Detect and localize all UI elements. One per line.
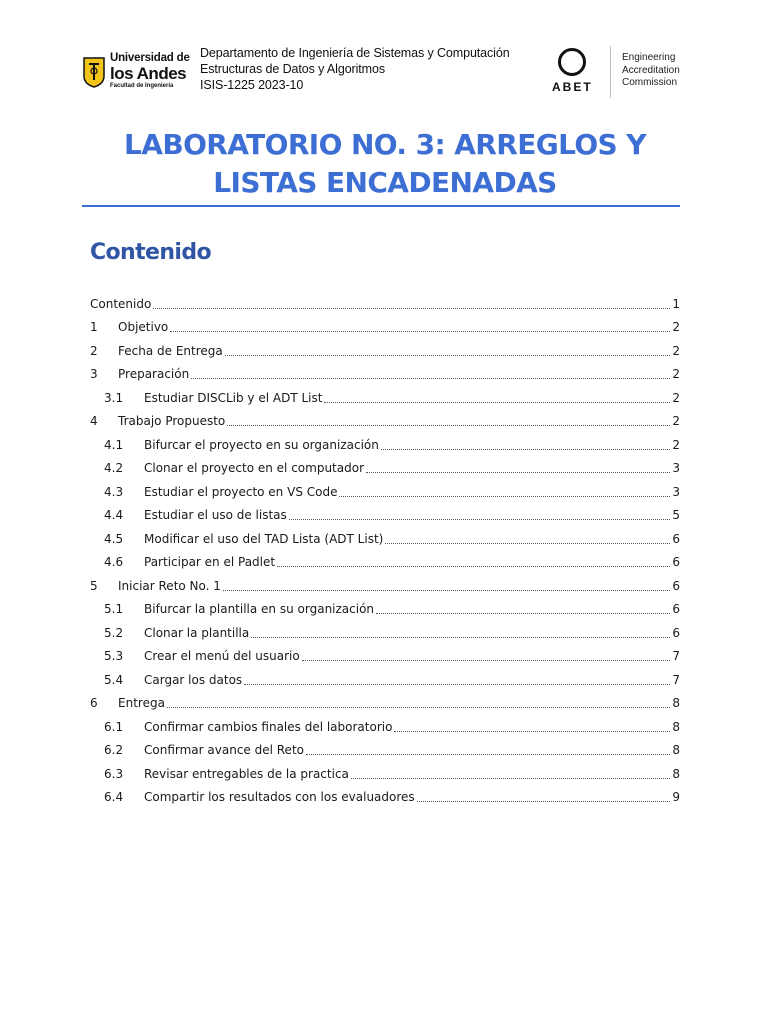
toc-entry-page: 2 (672, 320, 680, 335)
toc-entry[interactable] (90, 457, 680, 481)
toc-entry-page: 8 (672, 766, 680, 781)
toc-entry-title: Crear el menú del usuario (144, 649, 300, 664)
toc-dot-leader (244, 683, 670, 685)
toc-entry-page: 2 (672, 437, 680, 452)
toc-entry[interactable] (90, 739, 680, 763)
page-header (82, 44, 694, 100)
toc-entry-page: 6 (672, 578, 680, 593)
toc-entry-title: Clonar el proyecto en el computador (144, 461, 365, 476)
toc-entry-title: Confirmar avance del Reto (144, 743, 304, 758)
toc-dot-leader (223, 589, 670, 591)
university-name-line1: Universidad de (110, 52, 190, 64)
toc-entry-number: 6.3 (104, 766, 124, 781)
toc-dot-leader (339, 495, 670, 497)
toc-dot-leader (191, 377, 670, 379)
toc-entry-number: 3.1 (104, 390, 124, 405)
toc-entry[interactable] (90, 621, 680, 645)
toc-entry-title: Modificar el uso del TAD Lista (ADT List) (144, 531, 384, 546)
toc-entry[interactable] (90, 480, 680, 504)
toc-entry-page: 5 (672, 508, 680, 523)
toc-entry-page: 6 (672, 531, 680, 546)
toc-entry[interactable] (90, 692, 680, 716)
abet-circle-icon (558, 48, 586, 76)
toc-entry-number: 5.4 (104, 672, 124, 687)
toc-entry-page: 6 (672, 555, 680, 570)
toc-entry-title: Contenido (90, 296, 152, 311)
abet-logo (552, 48, 600, 98)
toc-entry[interactable] (90, 433, 680, 457)
toc-dot-leader (251, 636, 670, 638)
toc-dot-leader (170, 330, 670, 332)
toc-entry-page: 2 (672, 343, 680, 358)
toc-entry-title: Cargar los datos (144, 672, 243, 687)
toc-entry[interactable] (90, 504, 680, 528)
toc-dot-leader (385, 542, 670, 544)
toc-entry-title: Clonar la plantilla (144, 625, 250, 640)
toc-dot-leader (394, 730, 670, 732)
contents-heading: Contenido (90, 240, 212, 265)
toc-entry[interactable] (90, 363, 680, 387)
toc-dot-leader (277, 565, 670, 567)
toc-entry-title: Preparación (118, 367, 190, 382)
toc-entry-title: Bifurcar la plantilla en su organización (144, 602, 375, 617)
toc-dot-leader (376, 612, 670, 614)
faculty-name: Facultad de Ingeniería (110, 83, 174, 89)
toc-entry[interactable] (90, 292, 680, 316)
toc-entry-title: Estudiar el uso de listas (144, 508, 287, 523)
toc-entry-number: 1 (90, 320, 98, 335)
toc-entry-page: 3 (672, 461, 680, 476)
toc-entry-page: 2 (672, 390, 680, 405)
toc-dot-leader (351, 777, 670, 779)
eac-line2: Accreditation (622, 64, 680, 76)
toc-entry-page: 6 (672, 602, 680, 617)
toc-entry-title: Estudiar el proyecto en VS Code (144, 484, 338, 499)
toc-entry[interactable] (90, 551, 680, 575)
toc-entry[interactable] (90, 762, 680, 786)
toc-entry[interactable] (90, 339, 680, 363)
toc-entry[interactable] (90, 574, 680, 598)
department-name: Departamento de Ingeniería de Sistemas y Computación (200, 46, 510, 60)
toc-entry-number: 4 (90, 414, 98, 429)
title-line2: LISTAS ENCADENADAS (213, 166, 557, 199)
toc-dot-leader (227, 424, 670, 426)
toc-entry-number: 5 (90, 578, 98, 593)
toc-entry-page: 3 (672, 484, 680, 499)
toc-entry-number: 2 (90, 343, 98, 358)
course-code: ISIS-1225 2023-10 (200, 78, 304, 92)
university-logo (82, 52, 188, 92)
toc-entry-number: 4.6 (104, 555, 124, 570)
toc-entry[interactable] (90, 527, 680, 551)
toc-entry-number: 3 (90, 367, 98, 382)
toc-entry-page: 2 (672, 414, 680, 429)
document-title (82, 126, 688, 202)
toc-entry-title: Participar en el Padlet (144, 555, 276, 570)
toc-entry[interactable] (90, 715, 680, 739)
toc-entry-page: 1 (672, 296, 680, 311)
toc-entry-number: 5.3 (104, 649, 124, 664)
toc-entry-title: Fecha de Entrega (118, 343, 223, 358)
toc-entry-number: 5.2 (104, 625, 124, 640)
toc-dot-leader (366, 471, 670, 473)
toc-entry-page: 7 (672, 649, 680, 664)
university-crest-icon (82, 56, 106, 88)
toc-entry[interactable] (90, 645, 680, 669)
toc-entry-title: Trabajo Propuesto (118, 414, 226, 429)
toc-entry-page: 9 (672, 790, 680, 805)
toc-dot-leader (324, 401, 670, 403)
toc-entry-number: 4.2 (104, 461, 124, 476)
toc-entry-title: Bifurcar el proyecto en su organización (144, 437, 379, 452)
toc-entry-number: 6.4 (104, 790, 124, 805)
toc-entry-page: 7 (672, 672, 680, 687)
course-name: Estructuras de Datos y Algoritmos (200, 62, 385, 76)
toc-entry-page: 8 (672, 719, 680, 734)
toc-entry[interactable] (90, 598, 680, 622)
toc-entry-page: 8 (672, 743, 680, 758)
toc-entry-title: Iniciar Reto No. 1 (118, 578, 221, 593)
toc-entry[interactable] (90, 386, 680, 410)
toc-dot-leader (381, 448, 671, 450)
toc-entry-page: 6 (672, 625, 680, 640)
toc-entry-title: Objetivo (118, 320, 169, 335)
toc-entry[interactable] (90, 668, 680, 692)
toc-entry-page: 2 (672, 367, 680, 382)
toc-dot-leader (289, 518, 671, 520)
abet-label: ABET (552, 80, 593, 94)
toc-dot-leader (153, 307, 670, 309)
table-of-contents (90, 292, 680, 809)
toc-entry-number: 4.3 (104, 484, 124, 499)
toc-entry-number: 6 (90, 696, 98, 711)
toc-entry[interactable] (90, 316, 680, 340)
eac-line3: Commission (622, 77, 678, 88)
eac-label (622, 52, 680, 90)
eac-line1: Engineering (622, 52, 676, 63)
toc-dot-leader (417, 800, 671, 802)
title-divider (82, 205, 680, 207)
toc-entry[interactable] (90, 786, 680, 810)
toc-entry-title: Compartir los resultados con los evaluadores (144, 790, 415, 805)
toc-entry-number: 4.5 (104, 531, 124, 546)
toc-entry-title: Revisar entregables de la practica (144, 766, 349, 781)
course-info (200, 45, 510, 93)
toc-entry-title: Confirmar cambios finales del laboratorio (144, 719, 393, 734)
toc-entry-number: 4.1 (104, 437, 124, 452)
toc-dot-leader (225, 354, 671, 356)
toc-entry-number: 6.2 (104, 743, 124, 758)
toc-entry-title: Estudiar DISCLib y el ADT List (144, 390, 323, 405)
toc-dot-leader (302, 659, 671, 661)
university-name-line2: los Andes (110, 64, 187, 83)
title-line1: LABORATORIO NO. 3: ARREGLOS Y (124, 128, 646, 161)
toc-entry-number: 4.4 (104, 508, 124, 523)
logo-divider (610, 46, 611, 98)
toc-dot-leader (167, 706, 670, 708)
toc-entry-page: 8 (672, 696, 680, 711)
toc-entry-number: 5.1 (104, 602, 124, 617)
toc-entry-title: Entrega (118, 696, 165, 711)
toc-entry[interactable] (90, 410, 680, 434)
toc-entry-number: 6.1 (104, 719, 124, 734)
toc-dot-leader (306, 753, 670, 755)
